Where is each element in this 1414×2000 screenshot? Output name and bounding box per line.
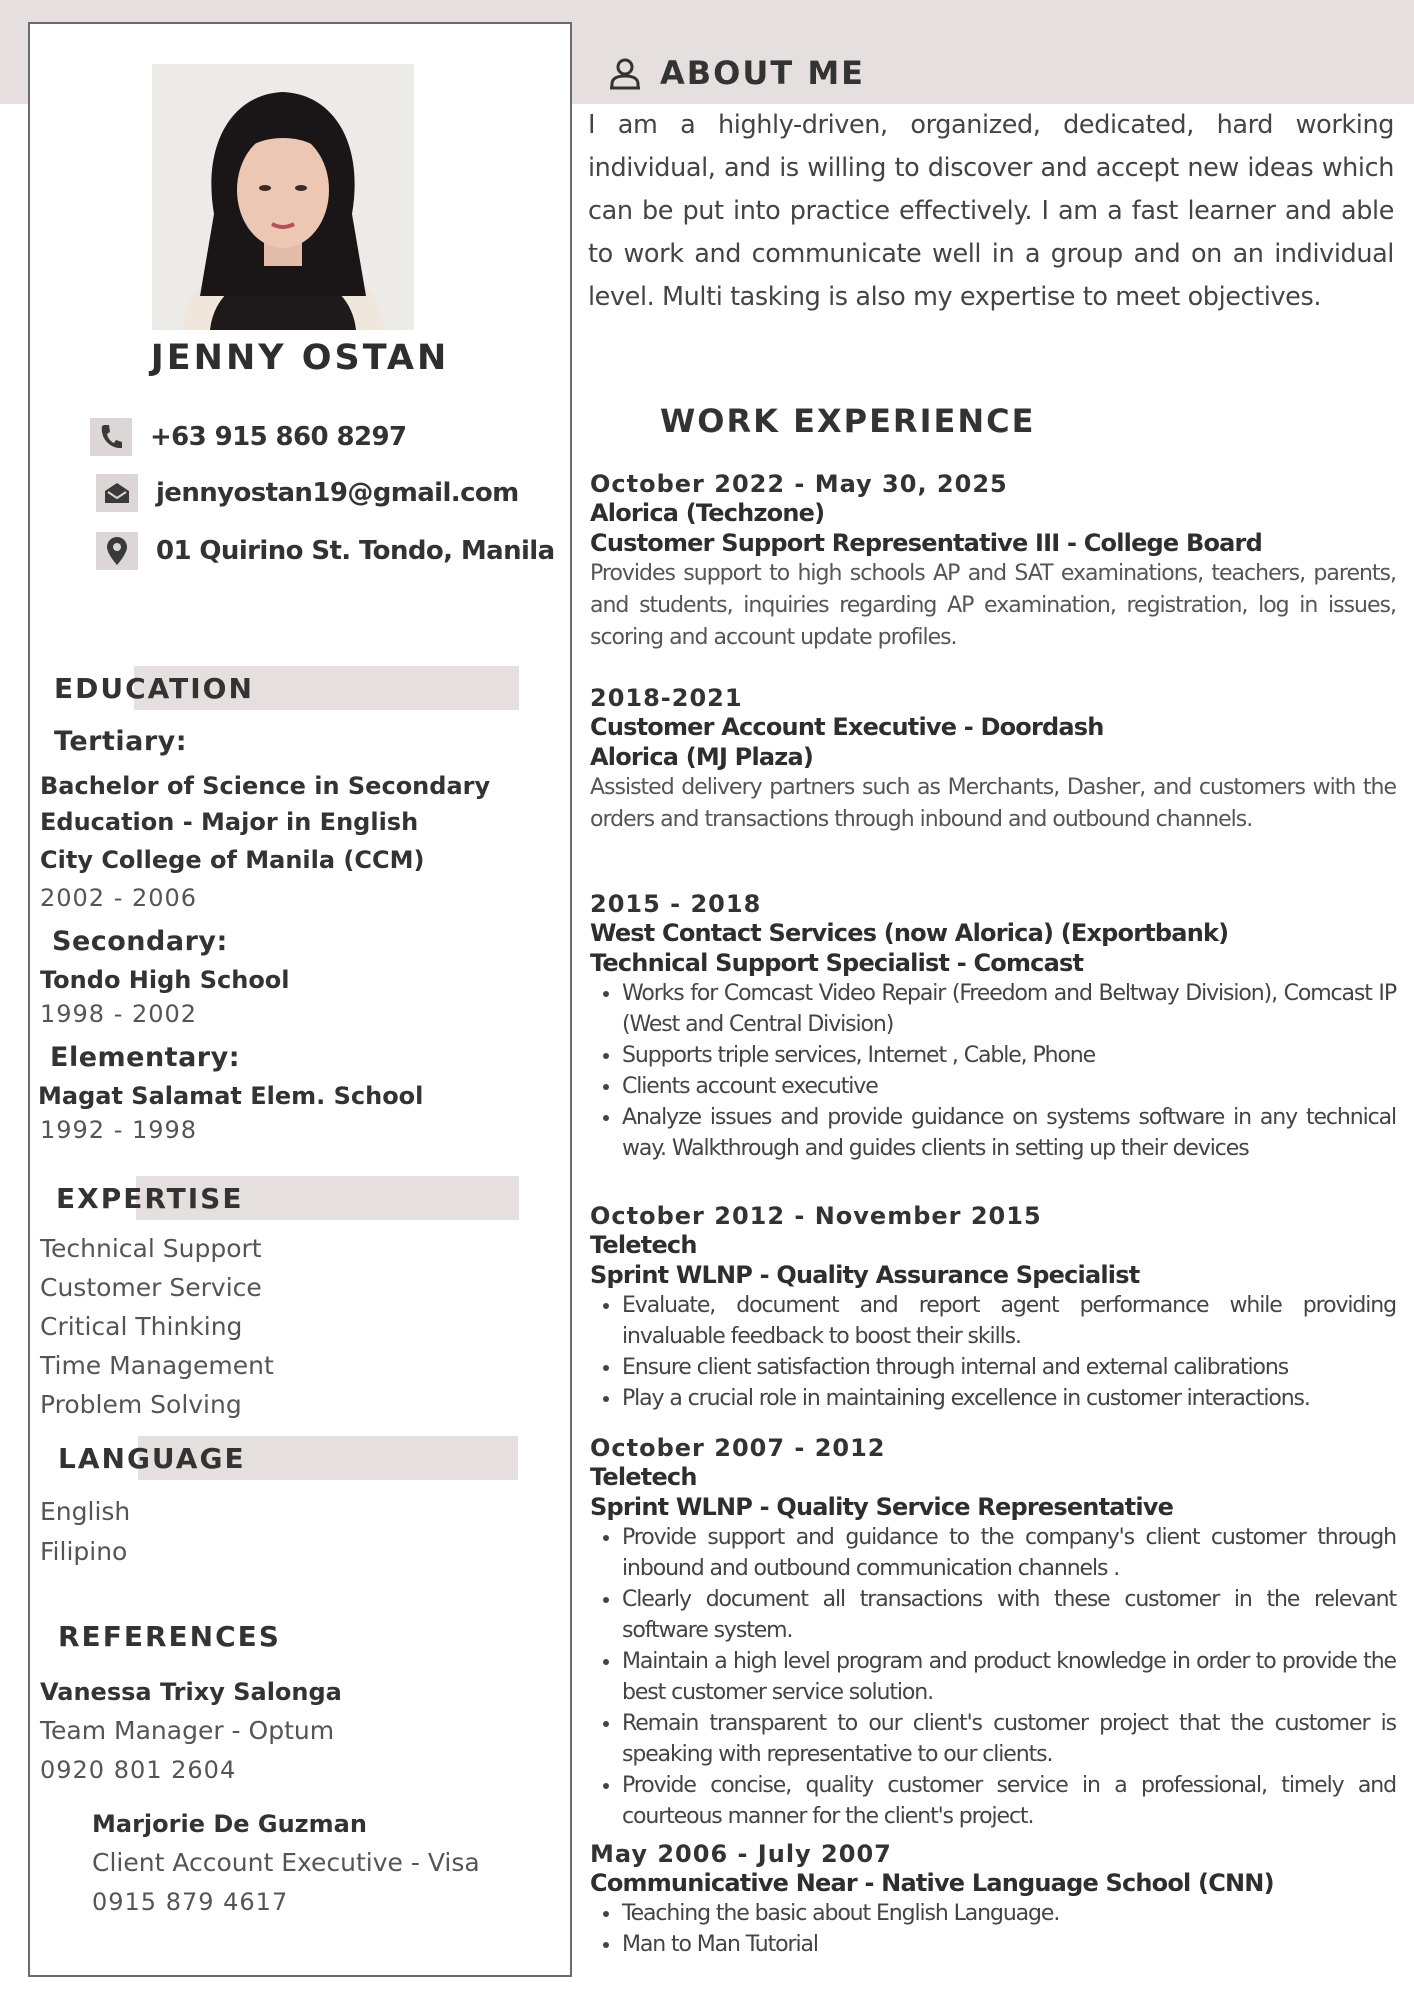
expertise-item: Customer Service	[40, 1273, 262, 1302]
job-bullet: • Ensure client satisfaction through internal and external calibrations	[622, 1352, 1396, 1383]
tertiary-degree-line1: Bachelor of Science in Secondary	[40, 772, 491, 800]
elementary-school: Magat Salamat Elem. School	[38, 1082, 424, 1110]
home-address: 01 Quirino St. Tondo, Manila	[156, 536, 555, 566]
job-bullet: • Evaluate, document and report agent performance while providing invaluable feedback to boost their skills.	[622, 1290, 1396, 1352]
job-entry	[590, 1840, 1396, 1960]
portrait-image	[152, 64, 414, 330]
job-role: Customer Support Representative III - College Board	[590, 529, 1262, 557]
job-date: October 2022 - May 30, 2025	[590, 470, 1008, 498]
job-date: May 2006 - July 2007	[590, 1840, 892, 1868]
elementary-years: 1992 - 1998	[40, 1116, 198, 1144]
job-date: 2018-2021	[590, 684, 743, 712]
email-address: jennyostan19@gmail.com	[156, 478, 519, 508]
job-bullet: • Provide support and guidance to the company's client customer through inbound and outbound communication channels .	[622, 1522, 1396, 1584]
job-bullet: • Clearly document all transactions with these customer in the relevant software system.	[622, 1584, 1396, 1646]
job-bullet: • Analyze issues and provide guidance on systems software in any technical way. Walkthrough and guides clients in setting up their devices	[622, 1102, 1396, 1164]
email-row	[96, 474, 519, 512]
person-icon	[608, 56, 642, 90]
job-bullet: • Works for Comcast Video Repair (Freedom and Beltway Division), Comcast IP (West and Central Division)	[622, 978, 1396, 1040]
job-role: Customer Account Executive - Doordash	[590, 713, 1104, 741]
references-heading: REFERENCES	[58, 1620, 281, 1653]
job-company: West Contact Services (now Alorica) (Exportbank)	[590, 919, 1229, 947]
job-date: October 2007 - 2012	[590, 1434, 886, 1462]
language-heading-label: LANGUAGE	[58, 1442, 246, 1475]
language-item: Filipino	[40, 1537, 128, 1566]
job-description: Provides support to high schools AP and SAT examinations, teachers, parents, and students, inquiries regarding AP examination, registration, log in issues, scoring and account update profiles.	[590, 561, 1396, 650]
tertiary-label: Tertiary:	[54, 726, 188, 757]
education-heading-label: EDUCATION	[54, 672, 254, 705]
reference-title: Team Manager - Optum	[40, 1716, 335, 1745]
reference-phone: 0920 801 2604	[40, 1756, 237, 1784]
person-name: JENNY OSTAN	[150, 338, 450, 378]
job-company: Alorica (MJ Plaza)	[590, 743, 814, 771]
language-item: English	[40, 1497, 131, 1526]
tertiary-years: 2002 - 2006	[40, 884, 198, 912]
job-entry	[590, 470, 1396, 654]
secondary-label: Secondary:	[52, 926, 228, 957]
job-bullet: • Play a crucial role in maintaining excellence in customer interactions.	[622, 1383, 1396, 1414]
job-entry	[590, 1202, 1396, 1414]
reference-phone: 0915 879 4617	[92, 1888, 289, 1916]
reference-title: Client Account Executive - Visa	[92, 1848, 480, 1877]
expertise-item: Critical Thinking	[40, 1312, 243, 1341]
expertise-item: Problem Solving	[40, 1390, 242, 1419]
job-entry	[590, 684, 1396, 836]
expertise-item: Time Management	[40, 1351, 274, 1380]
job-entry	[590, 1434, 1396, 1832]
job-bullet: • Supports triple services, Internet , Cable, Phone	[622, 1040, 1396, 1071]
job-bullet: • Provide concise, quality customer service in a professional, timely and courteous manner for the client's project.	[622, 1770, 1396, 1832]
job-company: Alorica (Techzone)	[590, 499, 825, 527]
tertiary-degree-line2: Education - Major in English	[40, 808, 419, 836]
job-company: Teletech	[590, 1463, 697, 1491]
about-heading-label: ABOUT ME	[660, 54, 866, 92]
job-bullet: • Man to Man Tutorial	[622, 1929, 1396, 1960]
expertise-heading-label: EXPERTISE	[56, 1182, 244, 1215]
job-date: 2015 - 2018	[590, 890, 762, 918]
job-entry	[590, 890, 1396, 1164]
secondary-years: 1998 - 2002	[40, 1000, 198, 1028]
job-company: Communicative Near - Native Language School (CNN)	[590, 1869, 1274, 1897]
job-description: Assisted delivery partners such as Merchants, Dasher, and customers with the orders and transactions through inbound and outbound channels.	[590, 775, 1396, 832]
phone-number: +63 915 860 8297	[150, 422, 407, 452]
tertiary-school: City College of Manila (CCM)	[40, 846, 425, 874]
secondary-school: Tondo High School	[40, 966, 290, 994]
job-date: October 2012 - November 2015	[590, 1202, 1042, 1230]
phone-icon	[90, 418, 132, 456]
about-heading	[608, 54, 865, 92]
work-experience-heading: WORK EXPERIENCE	[660, 402, 1036, 440]
phone-row	[90, 418, 406, 456]
job-bullet: • Teaching the basic about English Language.	[622, 1898, 1396, 1929]
job-bullet: • Clients account executive	[622, 1071, 1396, 1102]
email-icon	[96, 474, 138, 512]
profile-photo	[152, 64, 414, 330]
job-role: Technical Support Specialist - Comcast	[590, 949, 1084, 977]
elementary-label: Elementary:	[50, 1042, 241, 1073]
job-role: Sprint WLNP - Quality Assurance Specialist	[590, 1261, 1140, 1289]
job-bullet: • Maintain a high level program and product knowledge in order to provide the best customer service solution.	[622, 1646, 1396, 1708]
job-bullet: • Remain transparent to our client's customer project that the customer is speaking with representative to our clients.	[622, 1708, 1396, 1770]
job-company: Teletech	[590, 1231, 697, 1259]
reference-name: Vanessa Trixy Salonga	[40, 1678, 342, 1706]
reference-name: Marjorie De Guzman	[92, 1810, 367, 1838]
expertise-item: Technical Support	[40, 1234, 262, 1263]
address-row	[96, 532, 555, 570]
about-paragraph: I am a highly-driven, organized, dedicated, hard working individual, and is willing to discover and accept new ideas which can be put into practice effectively. I am a fast learner and able to work and communicate well in a group and on an individual level. Multi tasking is also my expertise to meet objectives.	[588, 110, 1394, 312]
location-pin-icon	[96, 532, 138, 570]
job-role: Sprint WLNP - Quality Service Representative	[590, 1493, 1174, 1521]
